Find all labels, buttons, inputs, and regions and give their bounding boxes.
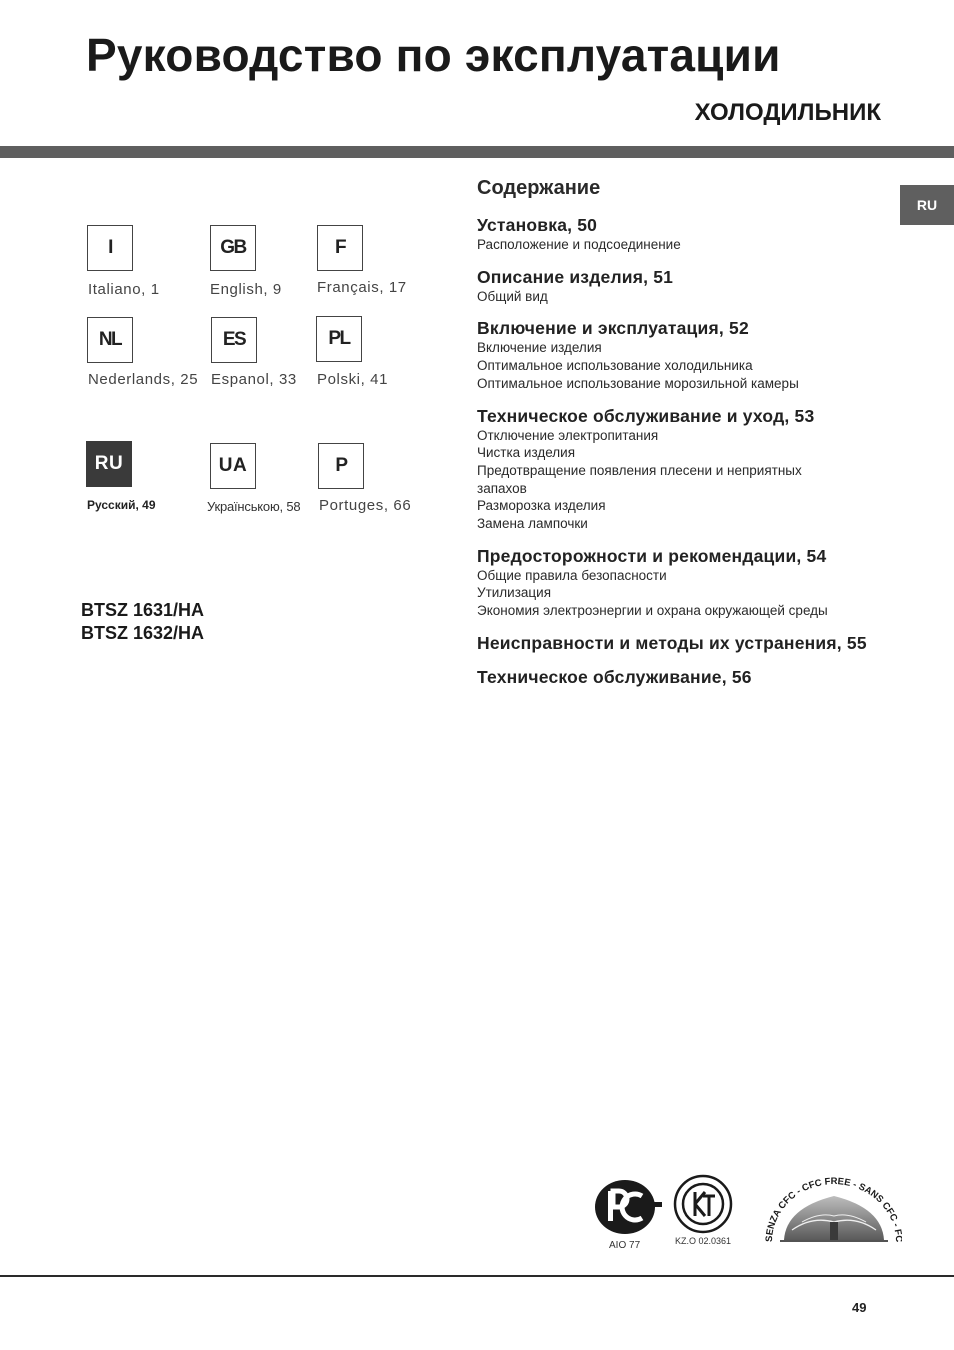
language-code-box: PL <box>316 316 362 362</box>
toc-section <box>477 214 897 254</box>
table-of-contents <box>477 214 897 700</box>
toc-item: Отключение электропитания <box>477 427 659 443</box>
model-name: BTSZ 1632/HA <box>81 623 205 643</box>
toc-item: Разморозка изделия <box>477 498 606 514</box>
language-entry-it <box>87 225 133 271</box>
toc-section <box>477 545 897 620</box>
language-entry-pl <box>316 316 362 362</box>
toc-section <box>477 405 897 533</box>
toc-section-heading: Техническое обслуживание и уход, 53 <box>477 405 815 426</box>
toc-item: Общий вид <box>477 288 548 304</box>
model-name: BTSZ 1631/HA <box>81 600 205 620</box>
kz-certification-logo <box>673 1174 733 1234</box>
language-entry-gb <box>210 225 256 271</box>
toc-section <box>477 317 897 392</box>
toc-item: Чистка изделия <box>477 445 576 461</box>
toc-item: Предотвращение появления плесени и неприятных <box>477 462 802 478</box>
toc-item: Замена лампочки <box>477 516 588 532</box>
language-entry-ru-selected <box>86 441 132 487</box>
language-entry-pt <box>318 443 364 489</box>
pct-mark-icon <box>594 1178 662 1236</box>
toc-section-heading: Техническое обслуживание, 56 <box>477 666 752 687</box>
toc-item: Оптимальное использование холодильника <box>477 358 753 374</box>
language-entry-nl <box>87 317 133 363</box>
toc-item: Экономия электроэнергии и охрана окружающей среды <box>477 603 828 619</box>
language-label: Portuges, 66 <box>319 497 412 514</box>
toc-section-heading: Предосторожности и рекомендации, 54 <box>477 545 827 566</box>
toc-section-heading: Включение и эксплуатация, 52 <box>477 318 749 339</box>
language-label: Polski, 41 <box>317 371 389 388</box>
language-code-box: F <box>317 225 363 271</box>
language-code-box: UA <box>210 443 256 489</box>
language-entry-es <box>211 317 257 363</box>
toc-section-heading: Установка, 50 <box>477 215 598 235</box>
kz-mark-icon <box>673 1174 733 1234</box>
language-label: Русский, 49 <box>87 498 156 512</box>
pct-code: AIO 77 <box>609 1240 641 1251</box>
language-side-tab: RU <box>900 185 954 225</box>
page-number: 49 <box>852 1300 867 1315</box>
toc-item: Утилизация <box>477 585 551 601</box>
language-label: Espanol, 33 <box>211 371 297 388</box>
product-type-heading: ХОЛОДИЛЬНИК <box>694 99 881 126</box>
toc-item: запахов <box>477 480 527 496</box>
language-label: Italiano, 1 <box>88 281 160 298</box>
language-code-box: RU <box>86 441 132 487</box>
language-label: English, 9 <box>210 281 282 298</box>
language-code-box: NL <box>87 317 133 363</box>
pct-certification-logo <box>594 1178 662 1236</box>
toc-title: Содержание <box>477 177 601 199</box>
cfc-free-tree-icon <box>762 1170 902 1246</box>
language-code-box: P <box>318 443 364 489</box>
toc-item: Расположение и подсоединение <box>477 237 681 252</box>
kz-code: KZ.O 02.0361 <box>675 1236 732 1246</box>
language-code-box: GB <box>210 225 256 271</box>
toc-section <box>477 666 897 688</box>
language-entry-fr <box>317 225 363 271</box>
header-divider <box>0 146 954 158</box>
toc-item: Общие правила безопасности <box>477 567 667 583</box>
toc-section <box>477 266 897 306</box>
toc-item: Включение изделия <box>477 340 602 356</box>
language-code-box: I <box>87 225 133 271</box>
page-title: Руководство по эксплуатации <box>86 29 781 81</box>
language-code-box: ES <box>211 317 257 363</box>
footer-divider <box>0 1275 954 1277</box>
toc-section-heading: Описание изделия, 51 <box>477 266 674 287</box>
cfc-free-logo <box>762 1170 902 1246</box>
cfc-free-text: SENZA CFC - CFC FREE - SANS CFC - <box>763 1176 902 1243</box>
toc-section <box>477 632 897 654</box>
language-label: Nederlands, 25 <box>88 371 199 388</box>
model-list <box>81 599 204 645</box>
toc-item: Оптимальное использование морозильной камеры <box>477 375 799 391</box>
language-entry-ua <box>210 443 256 489</box>
language-label: Українською, 58 <box>207 499 301 514</box>
toc-section-heading: Неисправности и методы их устранения, 55 <box>477 632 867 653</box>
language-label: Français, 17 <box>317 279 407 296</box>
